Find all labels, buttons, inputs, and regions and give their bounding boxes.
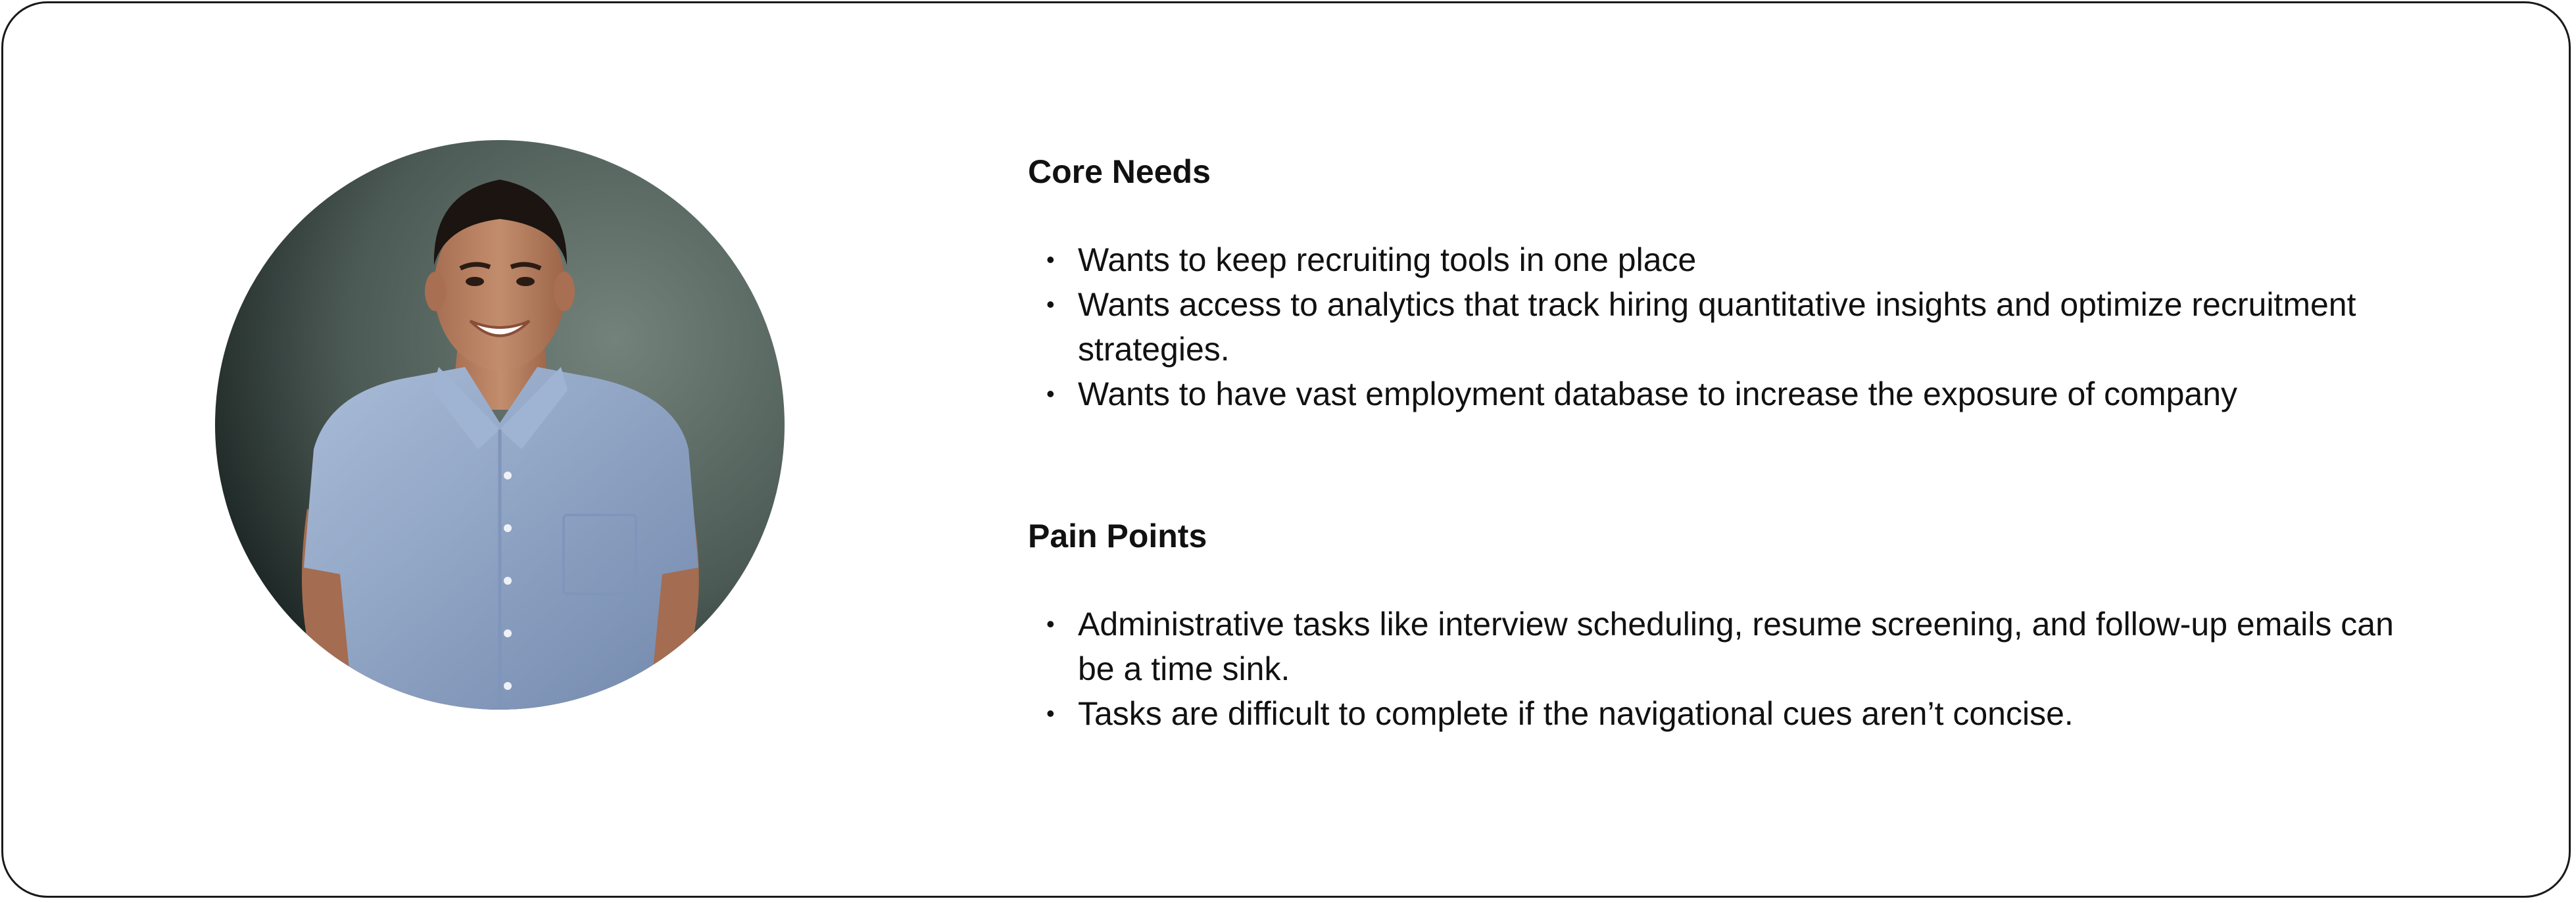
persona-card [1, 1, 2571, 898]
list-item-text: Wants to keep recruiting tools in one place [1078, 241, 1697, 278]
bullet-icon: • [1046, 380, 1055, 407]
persona-details [1028, 149, 2409, 736]
core-needs-list [1028, 237, 2409, 416]
list-item [1028, 602, 2409, 691]
bullet-icon: • [1046, 610, 1055, 637]
core-needs-title: Core Needs [1028, 153, 1211, 190]
list-item [1028, 282, 2409, 372]
list-item-text: Wants to have vast employment database to increase the exposure of company [1078, 376, 2238, 412]
persona-photo [215, 140, 785, 710]
list-item [1028, 691, 2409, 736]
list-item-text: Tasks are difficult to complete if the navigational cues aren’t concise. [1078, 695, 2074, 732]
person-portrait-icon [215, 140, 785, 710]
list-item-text: Administrative tasks like interview scheduling, resume screening, and follow-up emails can be a time sink. [1078, 606, 2394, 687]
pain-points-list [1028, 602, 2409, 736]
bullet-icon: • [1046, 291, 1055, 318]
bullet-icon: • [1046, 246, 1055, 273]
list-item [1028, 372, 2409, 416]
bullet-icon: • [1046, 700, 1055, 727]
pain-points-title: Pain Points [1028, 518, 1207, 554]
list-item [1028, 237, 2409, 282]
list-item-text: Wants access to analytics that track hiring quantitative insights and optimize recruitment strategies. [1078, 286, 2356, 368]
